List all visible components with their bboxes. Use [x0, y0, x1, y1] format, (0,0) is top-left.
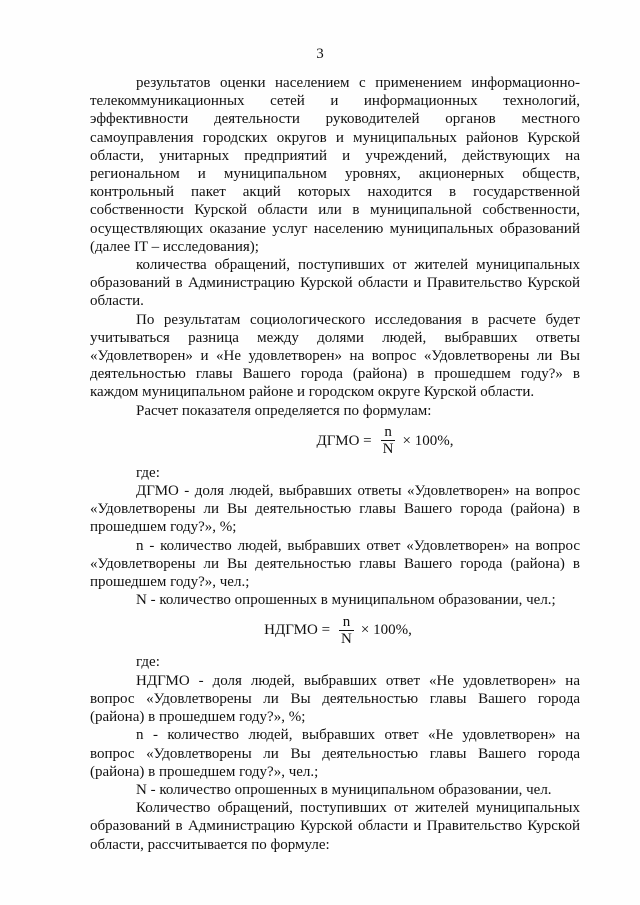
definition-N: N - количество опрошенных в муниципальном образовании, чел. — [136, 781, 552, 798]
paragraph-survey-results: По результатам социологического исследования в расчете будет учитываться разница между долями людей, выбравших ответы «Удовлетворен» и «Не удовлетворен» на вопрос «Удовлетворены ли Вы деятельностью главы Вашего города (района) в прошедшем году?» в каждом муниципальном районе и городском округе Курской области. — [90, 311, 580, 401]
formula-multiplier: × 100%, — [360, 622, 412, 639]
paragraph-formula-intro: Расчет показателя определяется по формулам: — [136, 402, 432, 419]
definition-dgmo: ДГМО - доля людей, выбравших ответы «Удовлетворен» на вопрос «Удовлетворены ли Вы деятельностью главы Вашего города (района) в прошедшем году?», %; — [90, 483, 580, 536]
page-number: 3 — [316, 46, 324, 62]
formula-numerator: n — [384, 424, 392, 441]
definition-ndgmo: НДГМО - доля людей, выбравших ответ «Не удовлетворен» на вопрос «Удовлетворены ли Вы деятельностью главы Вашего города (района) в прошедшем году?», %; — [90, 672, 580, 726]
paragraph-appeals: количества обращений, поступивших от жителей муниципальных образований в Администрацию Курской области и Правительство Курской области. — [90, 257, 580, 310]
formula-numerator: n — [342, 613, 351, 630]
formula-lhs: НДГМО = — [264, 622, 331, 639]
paragraph-it-research: результатов оценки населением с применением информационно-телекоммуникационных сетей и информационных технологий, эффективности деятельности руководителей органов местного самоуправления городских округов и муниципальных районов Курской области, унитарных предприятий и учреждений, действующих на региональном и муниципальном уровнях, акционерных обществ, контрольный пакет акций которых находится в государственной собственности Курской области или в муниципальной собственности, осуществляющих оказание услуг населению муниципальных образований (далее IT – исследования); — [90, 75, 580, 255]
where-label: где: — [136, 654, 160, 671]
formula-multiplier: × 100%, — [402, 432, 454, 449]
definition-N: N - количество опрошенных в муниципальном образовании, чел.; — [136, 592, 556, 609]
definition-n: n - количество людей, выбравших ответ «Удовлетворен» на вопрос «Удовлетворены ли Вы деятельностью главы Вашего города (района) в прошедшем году?», чел.; — [90, 537, 580, 591]
formula-denominator: N — [382, 441, 394, 458]
definition-n: n - количество людей, выбравших ответ «Не удовлетворен» на вопрос «Удовлетворены ли Вы деятельностью главы Вашего города (района) в прошедшем году?», чел.; — [90, 727, 580, 780]
formula-fraction — [381, 424, 396, 457]
formula-ndgmo — [90, 609, 580, 651]
document-body — [90, 74, 580, 854]
formula-fraction — [339, 614, 354, 647]
formula-denominator: N — [341, 630, 352, 647]
formula-dgmo — [90, 420, 580, 462]
paragraph-appeals-formula-intro: Количество обращений, поступивших от жителей муниципальных образований в Администрацию Курской области и Правительство Курской области, рассчитывается по формуле: — [90, 800, 580, 853]
where-label: где: — [136, 464, 160, 481]
formula-lhs: ДГМО = — [316, 432, 372, 449]
